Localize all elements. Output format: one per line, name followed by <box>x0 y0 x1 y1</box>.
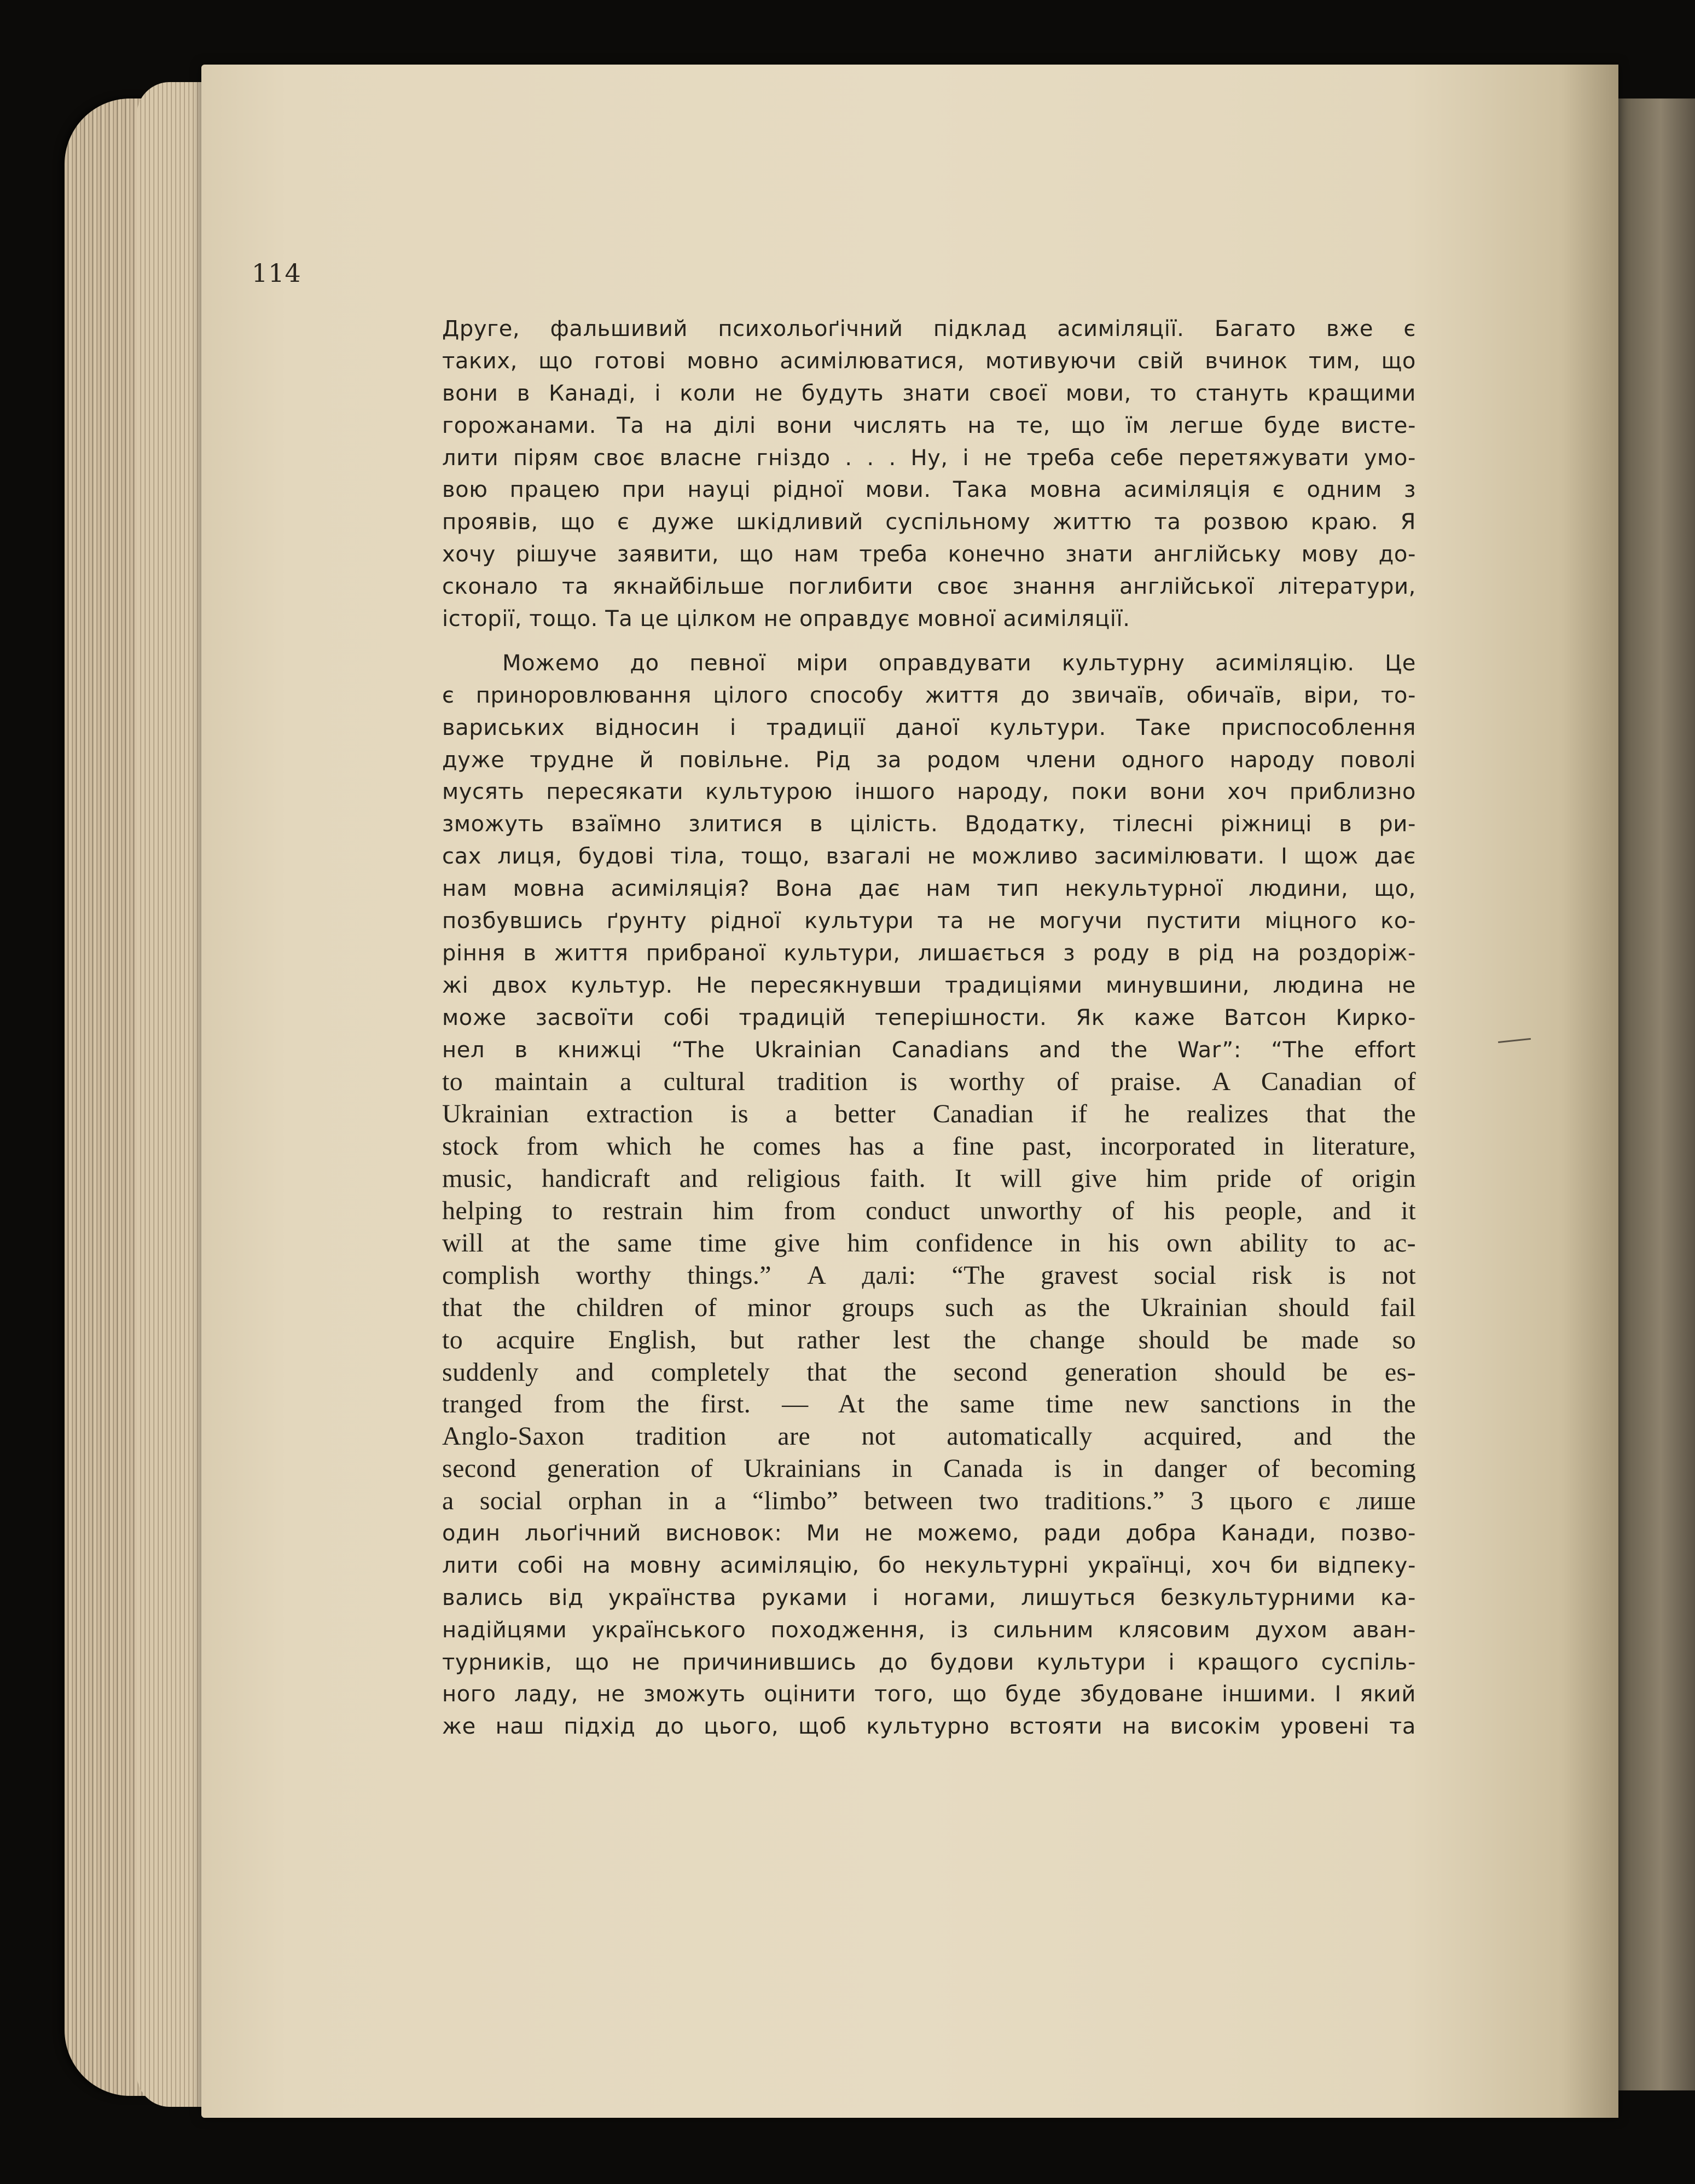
text-line: позбувшись ґрунту рідної культури та не могучи пустити міцного ко- <box>442 908 1416 934</box>
text-line: to maintain a cultural tradition is worthy of praise. A Canadian of <box>442 1067 1416 1097</box>
text-line: жі двох культур. Не пересякнувши традиціями минувшини, людина не <box>442 972 1416 998</box>
text-line: ріння в життя прибраної культури, лишається з роду в рід на роздоріж- <box>442 940 1416 966</box>
page-body-text <box>442 313 1416 1743</box>
paragraph-1 <box>442 313 1416 635</box>
text-line: нам мовна асиміляція? Вона дає нам тип некультурної людини, що, <box>442 876 1416 902</box>
text-line: that the children of minor groups such as the Ukrainian should fail <box>442 1293 1416 1322</box>
text-line: a social orphan in a “limbo” between two traditions.” З цього є лише <box>442 1486 1416 1516</box>
text-line: tranged from the first. — At the same time new sanctions in the <box>442 1389 1416 1419</box>
text-line: історії, тощо. Та це цілком не оправдує мовної асиміляції. <box>442 606 1130 632</box>
text-line: нел в книжці “The Ukrainian Canadians and the War”: “The effort <box>442 1037 1416 1063</box>
text-line: suddenly and completely that the second generation should be es- <box>442 1357 1416 1387</box>
text-line: Anglo-Saxon tradition are not automatically acquired, and the <box>442 1422 1416 1451</box>
text-line: second generation of Ukrainians in Canada is in danger of becoming <box>442 1454 1416 1484</box>
text-line: Можемо до певної міри оправдувати культурну асиміляцію. Це <box>502 650 1416 676</box>
text-line: вались від українства руками і ногами, лишуться безкультурними ка- <box>442 1585 1416 1611</box>
text-line: complish worthy things.” А далі: “The gravest social risk is not <box>442 1260 1416 1290</box>
text-line: проявів, що є дуже шкідливий суспільному життю та розвою краю. Я <box>442 509 1416 535</box>
text-line: stock from which he comes has a fine past, incorporated in literature, <box>442 1132 1416 1161</box>
text-line: вони в Канаді, і коли не будуть знати своєї мови, то стануть кращими <box>442 380 1416 406</box>
text-line: лити собі на мовну асиміляцію, бо некультурні українці, хоч би відпеку- <box>442 1552 1416 1578</box>
text-line: сах лиця, будові тіла, тощо, взагалі не можливо засимілювати. І щож дає <box>442 844 1416 870</box>
text-line: вариських відносин і традиції даної культури. Таке приспособлення <box>442 715 1416 740</box>
text-line: вою працею при науці рідної мови. Така мовна асиміляція є одним з <box>442 477 1416 503</box>
text-line: може засвоїти собі традицій теперішности. Як каже Ватсон Кирко- <box>442 1005 1416 1030</box>
text-line: to acquire English, but rather lest the change should be made so <box>442 1325 1416 1354</box>
text-line: таких, що готові мовно асимілюватися, мотивуючи свій вчинок тим, що <box>442 348 1416 374</box>
page-number: 114 <box>252 258 301 288</box>
text-line: є приноровлювання цілого способу життя до звичаїв, обичаїв, віри, то- <box>442 682 1416 708</box>
text-line: надійцями українського походження, із сильним клясовим духом аван- <box>442 1617 1416 1643</box>
paragraph-2 <box>442 647 1416 1743</box>
text-line: один льоґічний висновок: Ми не можемо, ради добра Канади, позво- <box>442 1520 1416 1546</box>
text-line: же наш підхід до цього, щоб культурно встояти на високім уровені та <box>442 1714 1416 1740</box>
text-line: дуже трудне й повільне. Рід за родом члени одного народу поволі <box>442 747 1416 773</box>
text-line: will at the same time give him confidence in his own ability to ac- <box>442 1228 1416 1258</box>
text-line: сконало та якнайбільше поглибити своє знання англійської літератури, <box>442 574 1416 600</box>
text-line: ного ладу, не зможуть оцінити того, що буде збудоване іншими. І який <box>442 1682 1416 1707</box>
text-line: helping to restrain him from conduct unworthy of his people, and it <box>442 1196 1416 1226</box>
text-line: хочу рішуче заявити, що нам треба конечно знати англійську мову до- <box>442 542 1416 567</box>
facing-page-edge <box>1609 99 1695 2090</box>
text-line: горожанами. Та на ділі вони числять на те, що їм легше буде висте- <box>442 413 1416 438</box>
text-line: Ukrainian extraction is a better Canadian if he realizes that the <box>442 1099 1416 1129</box>
text-line: турників, що не причинившись до будови культури і кращого суспіль- <box>442 1649 1416 1675</box>
text-line: зможуть взаїмно злитися в цілість. Вдодатку, тілесні ріжниці в ри- <box>442 812 1416 837</box>
text-line: лити пірям своє власне гніздо . . . Ну, і не треба себе перетяжувати умо- <box>442 445 1416 471</box>
text-line: мусять пересякати культурою іншого народу, поки вони хоч приблизно <box>442 779 1416 805</box>
text-line: music, handicraft and religious faith. It will give him pride of origin <box>442 1164 1416 1194</box>
text-line: Друге, фальшивий психольоґічний підклад асиміляції. Багато вже є <box>442 316 1416 341</box>
